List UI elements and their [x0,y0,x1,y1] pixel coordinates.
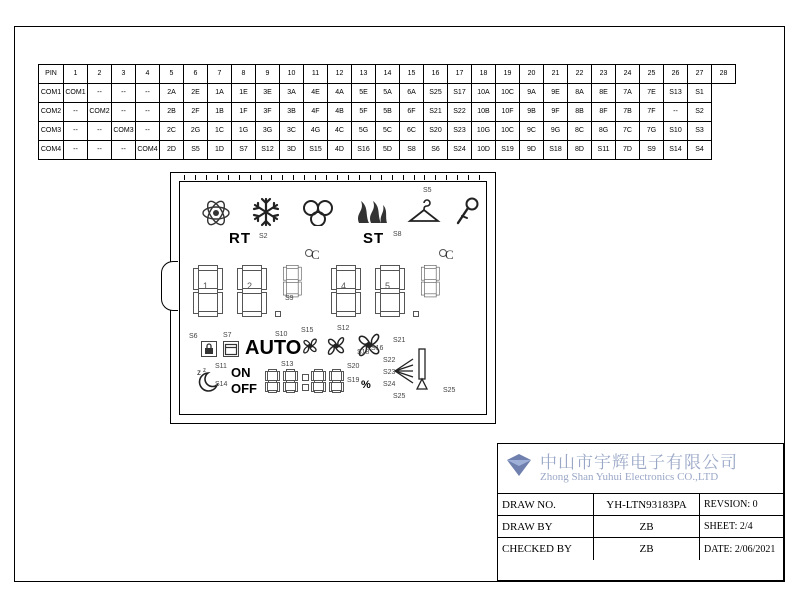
pin-cell: 4D [328,141,352,160]
callout-s18: S19 [347,377,360,384]
draw-by-value: ZB [594,516,700,537]
pin-header-cell: 14 [376,65,400,84]
table-row [39,141,736,160]
pin-cell: 5C [376,122,400,141]
pin-cell: 9E [544,84,568,103]
pin-header-cell: 5 [160,65,184,84]
digit-4 [331,265,361,317]
digit-3-small [283,265,302,297]
pin-header-cell: 21 [544,65,568,84]
pin-cell: 9D [520,141,544,160]
pin-cell: 3F [256,103,280,122]
pin-header-cell: 26 [664,65,688,84]
table-row [39,65,736,84]
pin-cell: COM3 [39,122,64,141]
company-name-cn: 中山市宇辉电子有限公司 [540,453,738,472]
pin-cell: S5 [184,141,208,160]
callout-s23: S24 [383,381,396,388]
pin-header-cell: 6 [184,65,208,84]
pin-header-cell: 20 [520,65,544,84]
pin-header-cell: 2 [88,65,112,84]
pin-header-cell: 12 [328,65,352,84]
pin-header-cell: 16 [424,65,448,84]
decimal-point-right [413,311,419,317]
revision-value: REVSION: 0 [704,499,758,510]
callout-s9: S9 [285,295,294,302]
pin-cell: 7B [616,103,640,122]
pin-cell: S19 [496,141,520,160]
callout-s16: S13 [281,361,294,368]
pin-header-cell: 17 [448,65,472,84]
pin-cell: 3C [280,122,304,141]
pin-cell: 3B [280,103,304,122]
pin-cell: 6C [400,122,424,141]
pin-cell: 8D [568,141,592,160]
pin-cell: COM2 [39,103,64,122]
clock-digit-4 [329,369,344,393]
digit-5-label: 5 [385,281,391,291]
title-row-checked-by [498,538,783,560]
lcd-icon-row [185,187,481,235]
pin-cell: 4G [304,122,328,141]
pin-cell: 5E [352,84,376,103]
pin-cell: 9A [520,84,544,103]
pin-header-cell: PIN [39,65,64,84]
fan-small-icon [299,335,321,357]
pin-cell: -- [664,103,688,122]
pin-cell: S10 [664,122,688,141]
pin-cell: 7D [616,141,640,160]
svg-text:z: z [197,368,201,377]
callout-s19: S20 [347,363,360,370]
pin-cell: S1 [688,84,712,103]
off-label: OFF [231,381,257,396]
pin-cell: 7G [640,122,664,141]
digit-5 [375,265,405,317]
pin-cell: 3D [280,141,304,160]
pin-cell: 10A [472,84,496,103]
pin-cell: S22 [448,103,472,122]
clock-digit-3 [311,369,326,393]
pin-cell: 8F [592,103,616,122]
pin-header-cell: 4 [136,65,160,84]
pin-cell: COM3 [112,122,136,141]
pin-cell: 3A [280,84,304,103]
pin-tick-marks [181,175,485,180]
pin-header-cell: 22 [568,65,592,84]
on-label: ON [231,365,251,380]
clock-colon-top [302,374,309,381]
sheet-value: SHEET: 2/4 [704,521,753,532]
lock-icon [201,341,217,357]
pin-cell: 9G [544,122,568,141]
pin-cell: S18 [544,141,568,160]
pin-cell: COM1 [64,84,88,103]
fan-medium-icon [323,333,349,359]
pin-cell: 10G [472,122,496,141]
callout-s13: S16 [371,345,384,352]
pin-cell: 6F [400,103,424,122]
pin-cell: -- [88,84,112,103]
pin-cell: 10C [496,122,520,141]
company-header [498,444,783,494]
pin-cell: 2B [160,103,184,122]
pin-cell: S13 [664,84,688,103]
pin-cell: 3E [256,84,280,103]
callout-s20: S21 [393,337,406,344]
pin-cell: 7E [640,84,664,103]
digit-6-small [421,265,440,297]
title-block [497,443,784,581]
pin-cell: 1F [232,103,256,122]
checked-by-label: CHECKED BY [498,538,594,560]
pin-cell: 8E [592,84,616,103]
pin-header-cell: 28 [712,65,736,84]
table-row [39,84,736,103]
key-icon [455,197,481,227]
pin-cell: S12 [256,141,280,160]
pin-header-cell: 24 [616,65,640,84]
pin-cell: S3 [688,122,712,141]
pin-header-cell: 15 [400,65,424,84]
callout-s24: S25 [393,393,406,400]
callout-s8: S8 [393,231,402,238]
pin-cell: -- [88,141,112,160]
pin-cell: 9F [544,103,568,122]
pin-cell: 7C [616,122,640,141]
pin-header-cell: 10 [280,65,304,84]
draw-no-label: DRAW NO. [498,494,594,515]
pin-cell: 2A [160,84,184,103]
pin-header-cell: 23 [592,65,616,84]
digit-2 [237,265,267,317]
pin-cell: 7A [616,84,640,103]
pin-cell: -- [64,141,88,160]
pin-header-cell: 27 [688,65,712,84]
pin-cell: 4B [328,103,352,122]
svg-text:z: z [203,368,206,374]
pin-cell: 5B [376,103,400,122]
callout-s25: S25 [443,387,456,394]
title-row-draw-by [498,516,783,538]
title-row-draw-no [498,494,783,516]
heat-waves-icon [355,199,389,225]
air-swing-icon [393,345,439,397]
pin-cell: S21 [424,103,448,122]
callout-s7: S7 [223,332,232,339]
checked-by-value: ZB [594,538,700,560]
pin-cell: 7F [640,103,664,122]
pin-cell: 1B [208,103,232,122]
lcd-tab [161,261,178,311]
pin-cell: -- [136,84,160,103]
pin-cell: S16 [352,141,376,160]
pin-cell: 4A [328,84,352,103]
pin-cell: S6 [424,141,448,160]
fan-blades-icon [301,200,335,226]
callout-s6: S6 [189,333,198,340]
digit-2-label: 2 [247,281,253,291]
pin-cell: 1D [208,141,232,160]
pin-header-cell: 9 [256,65,280,84]
pin-cell: 2C [160,122,184,141]
pin-cell: -- [136,122,160,141]
pin-cell: S7 [232,141,256,160]
pin-header-cell: 25 [640,65,664,84]
draw-by-label: DRAW BY [498,516,594,537]
pin-cell: S25 [424,84,448,103]
ionizer-icon [201,199,231,227]
pin-cell: 5A [376,84,400,103]
pin-cell: S15 [304,141,328,160]
table-row [39,103,736,122]
table-row [39,122,736,141]
pin-cell: S17 [448,84,472,103]
pin-cell: COM4 [39,141,64,160]
callout-s21: S22 [383,357,396,364]
pin-header-cell: 7 [208,65,232,84]
dry-hanger-icon [407,199,441,225]
pin-cell: -- [136,103,160,122]
callout-s11: S11 [215,363,227,370]
pin-cell: 1G [232,122,256,141]
pin-cell: 1C [208,122,232,141]
pin-cell: 5D [376,141,400,160]
pin-header-cell: 19 [496,65,520,84]
pin-cell: -- [112,84,136,103]
pin-cell: 5G [352,122,376,141]
pin-cell: 4E [304,84,328,103]
pin-cell: S24 [448,141,472,160]
pin-cell: COM1 [39,84,64,103]
st-label: ST [363,230,385,247]
celsius-letter-right: C [445,247,454,262]
pin-cell: 8C [568,122,592,141]
callout-s22: S23 [383,369,396,376]
pin-cell: 8G [592,122,616,141]
pin-cell: -- [64,122,88,141]
callout-s10: S10 [275,331,288,338]
pin-cell: S9 [640,141,664,160]
pin-cell: S20 [424,122,448,141]
lcd-glass-outline [170,172,496,424]
date-value: DATE: 2/06/2021 [704,543,776,555]
calendar-icon [223,341,239,357]
callout-s17: S18 [357,349,370,356]
pin-cell: 10B [472,103,496,122]
callout-s14: S12 [337,325,350,332]
digit-1 [193,265,223,317]
pin-cell: S8 [400,141,424,160]
pin-cell: S2 [688,103,712,122]
pin-cell: COM2 [88,103,112,122]
pin-cell: 10F [496,103,520,122]
pin-header-cell: 1 [64,65,88,84]
pin-cell: -- [112,103,136,122]
pin-cell: S11 [592,141,616,160]
pin-cell: S4 [688,141,712,160]
pin-cell: S14 [664,141,688,160]
pin-header-cell: 3 [112,65,136,84]
clock-colon-bottom [302,384,309,391]
pin-cell: -- [64,103,88,122]
pin-cell: 3G [256,122,280,141]
pin-cell: 2E [184,84,208,103]
pin-cell: 4F [304,103,328,122]
pin-header-cell: 13 [352,65,376,84]
pin-cell: 8B [568,103,592,122]
pin-cell: 6A [400,84,424,103]
digit-4-label: 4 [341,281,347,291]
draw-no-value: YH-LTN93183PA [594,494,700,515]
company-name-en: Zhong Shan Yuhui Electronics CO.,LTD [540,471,719,483]
snowflake-icon [251,197,281,227]
pin-cell: 1E [232,84,256,103]
decimal-point-left [275,311,281,317]
company-logo-icon [504,452,534,478]
callout-s15: S15 [301,327,314,334]
callout-s5: S5 [423,187,432,194]
digit-1-label: 1 [203,281,209,291]
pin-cell: 4C [328,122,352,141]
pin-assignment-table [38,64,736,160]
pin-cell: 2G [184,122,208,141]
pin-cell: COM4 [136,141,160,160]
rt-label: RT [229,230,251,247]
clock-digit-1 [265,369,280,393]
pin-cell: 1A [208,84,232,103]
pin-cell: -- [88,122,112,141]
pin-header-cell: 18 [472,65,496,84]
pin-cell: 10D [472,141,496,160]
pin-cell: S23 [448,122,472,141]
pin-cell: 9B [520,103,544,122]
clock-digit-2 [283,369,298,393]
pin-cell: 8A [568,84,592,103]
pin-cell: -- [112,141,136,160]
callout-s12: S14 [215,381,228,388]
pin-cell: 2D [160,141,184,160]
pin-header-cell: 8 [232,65,256,84]
auto-label: AUTO [245,337,302,359]
pin-cell: 10C [496,84,520,103]
pin-cell: 2F [184,103,208,122]
pin-cell: 5F [352,103,376,122]
percent-label: % [361,379,371,391]
callout-s2: S2 [259,233,268,240]
pin-cell: 9C [520,122,544,141]
celsius-letter-left: C [311,247,320,262]
pin-header-cell: 11 [304,65,328,84]
